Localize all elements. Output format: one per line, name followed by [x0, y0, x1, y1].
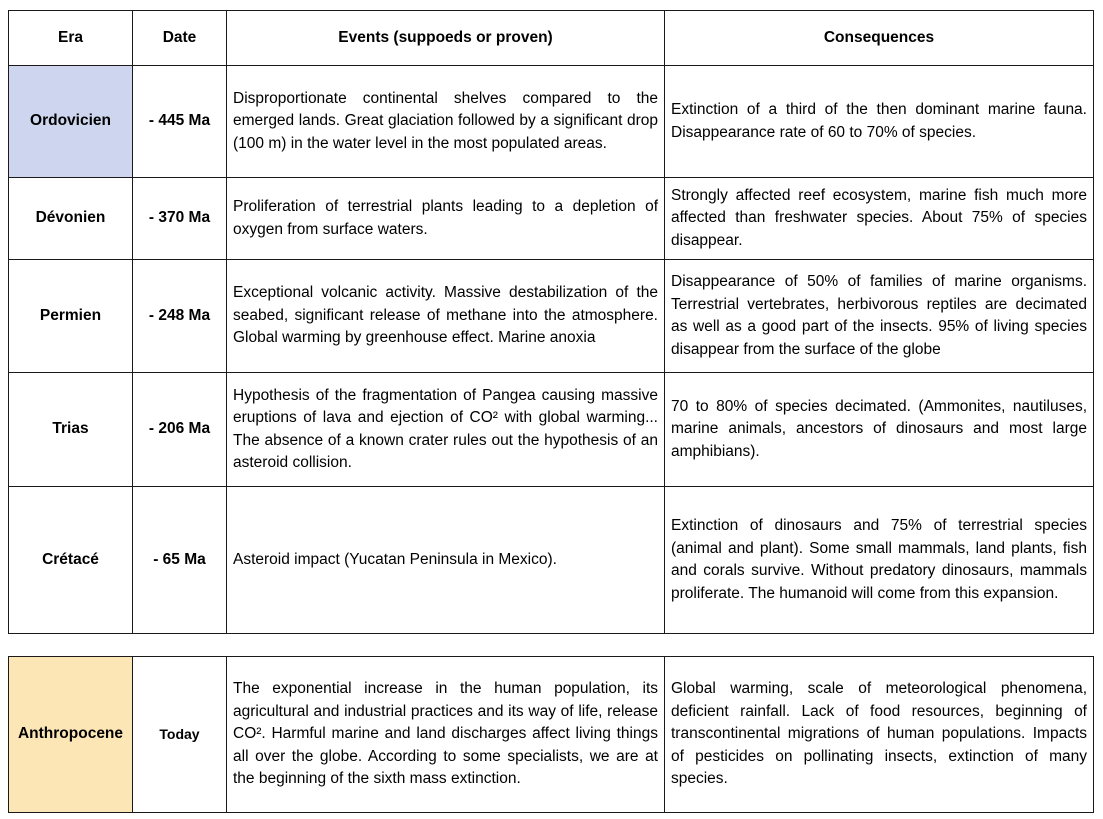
era-cell: Ordovicien — [9, 66, 133, 178]
consequences-cell: Global warming, scale of meteorological phenomena, deficient rainfall. Lack of food resources, beginning of transcontinental migrations of human populations. Impacts of pesticides on pollinating insects, extinction of many species. — [665, 657, 1094, 813]
era-cell: Crétacé — [9, 487, 133, 634]
table-row-ordovicien — [9, 66, 1094, 178]
events-cell: The exponential increase in the human population, its agricultural and industrial practices and its way of life, release CO². Harmful marine and land discharges affect living things all over the globe. According to some specialists, we are at the beginning of the sixth mass extinction. — [227, 657, 665, 813]
date-cell: - 65 Ma — [133, 487, 227, 634]
table-header-row — [9, 11, 1094, 66]
date-cell: - 248 Ma — [133, 260, 227, 373]
events-cell: Exceptional volcanic activity. Massive destabilization of the seabed, significant release of methane into the atmosphere. Global warming by greenhouse effect. Marine anoxia — [227, 260, 665, 373]
consequences-cell: 70 to 80% of species decimated. (Ammonites, nautiluses, marine animals, ancestors of dinosaurs and most large amphibians). — [665, 373, 1094, 487]
era-cell: Permien — [9, 260, 133, 373]
header-events: Events (suppoeds or proven) — [227, 11, 665, 66]
table-row-trias — [9, 373, 1094, 487]
era-cell: Dévonien — [9, 178, 133, 260]
date-cell: - 206 Ma — [133, 373, 227, 487]
date-cell: - 370 Ma — [133, 178, 227, 260]
date-cell: - 445 Ma — [133, 66, 227, 178]
table-row-anthropocene — [9, 657, 1094, 813]
header-era: Era — [9, 11, 133, 66]
table-row-cretace — [9, 487, 1094, 634]
consequences-cell: Extinction of dinosaurs and 75% of terrestrial species (animal and plant). Some small mammals, land plants, fish and corals survive. Without predatory dinosaurs, mammals proliferate. The humanoid will come from this expansion. — [665, 487, 1094, 634]
header-consequences: Consequences — [665, 11, 1094, 66]
events-cell: Asteroid impact (Yucatan Peninsula in Mexico). — [227, 487, 665, 634]
anthropocene-table — [8, 656, 1094, 813]
consequences-cell: Strongly affected reef ecosystem, marine fish much more affected than freshwater species. About 75% of species disappear. — [665, 178, 1094, 260]
era-cell: Anthropocene — [9, 657, 133, 813]
table-row-devonien — [9, 178, 1094, 260]
events-cell: Hypothesis of the fragmentation of Pangea causing massive eruptions of lava and ejection of CO² with global warming... The absence of a known crater rules out the hypothesis of an asteroid collision. — [227, 373, 665, 487]
header-date: Date — [133, 11, 227, 66]
extinctions-table — [8, 10, 1094, 634]
era-cell: Trias — [9, 373, 133, 487]
consequences-cell: Disappearance of 50% of families of marine organisms. Terrestrial vertebrates, herbivorous reptiles are decimated as well as a good part of the insects. 95% of living species disappear from the surface of the globe — [665, 260, 1094, 373]
consequences-cell: Extinction of a third of the then dominant marine fauna. Disappearance rate of 60 to 70% of species. — [665, 66, 1094, 178]
events-cell: Disproportionate continental shelves compared to the emerged lands. Great glaciation followed by a significant drop (100 m) in the water level in the most populated areas. — [227, 66, 665, 178]
date-cell: Today — [133, 657, 227, 813]
events-cell: Proliferation of terrestrial plants leading to a depletion of oxygen from surface waters. — [227, 178, 665, 260]
table-row-permien — [9, 260, 1094, 373]
